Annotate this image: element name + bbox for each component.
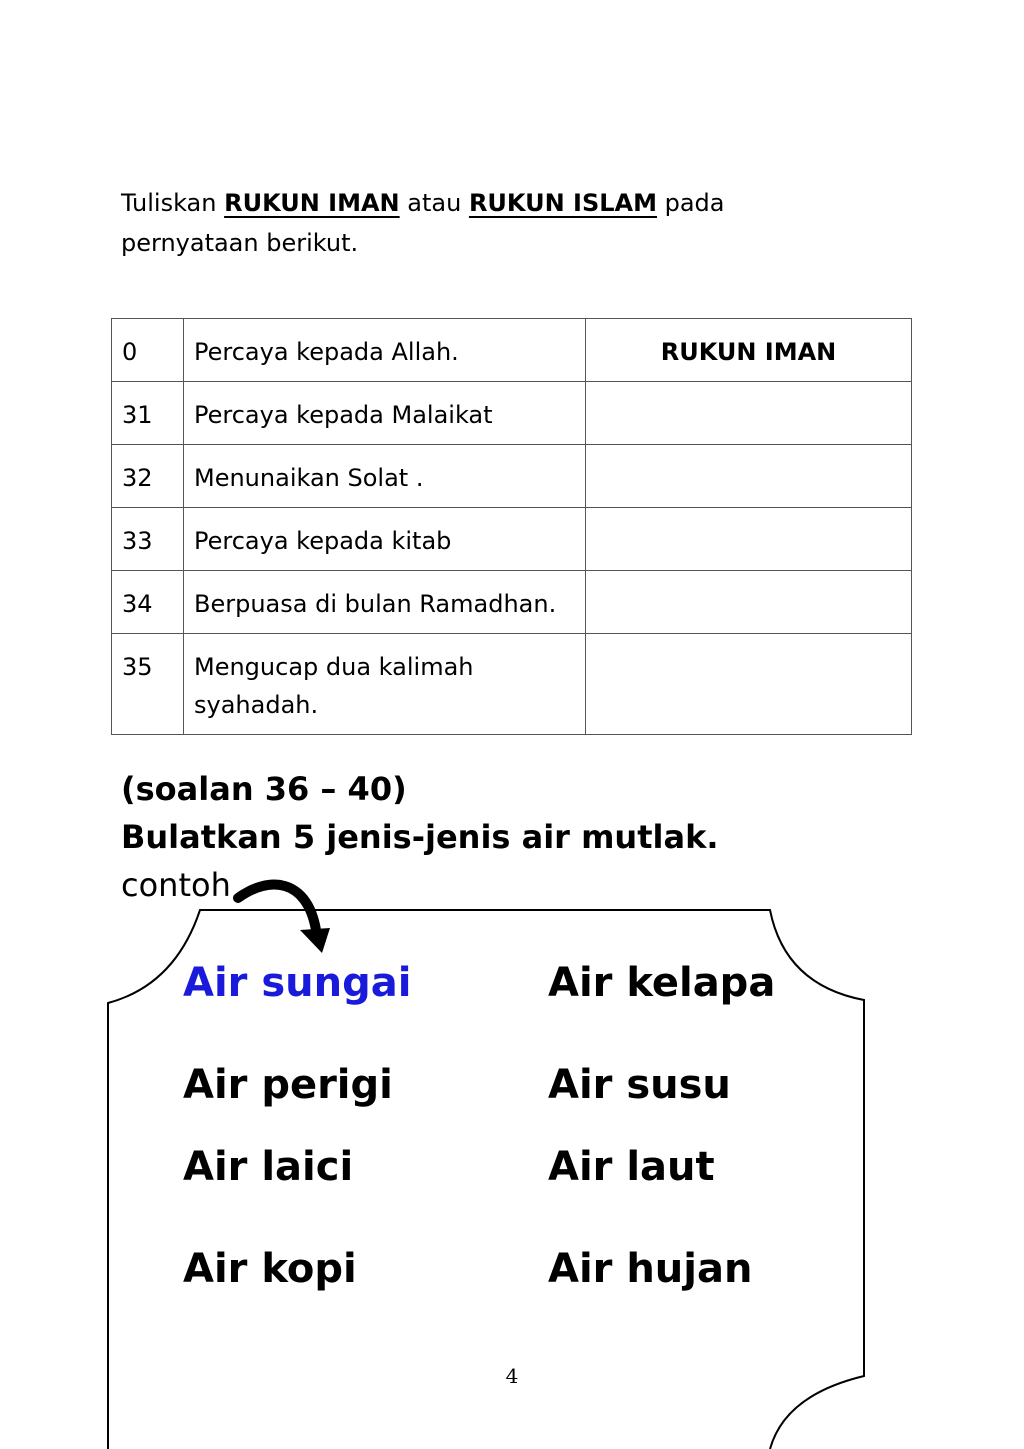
- row-number: 33: [112, 508, 184, 571]
- row-answer-cell[interactable]: RUKUN IMAN: [586, 319, 912, 382]
- row-number: 34: [112, 571, 184, 634]
- word-item[interactable]: Air kopi: [183, 1246, 357, 1292]
- row-number: 35: [112, 634, 184, 735]
- row-number: 32: [112, 445, 184, 508]
- word-item[interactable]: Air kelapa: [548, 960, 776, 1006]
- row-number: 0: [112, 319, 184, 382]
- question-instruction: Bulatkan 5 jenis-jenis air mutlak.: [121, 818, 719, 856]
- word-item[interactable]: Air hujan: [548, 1246, 753, 1292]
- word-item[interactable]: Air susu: [548, 1062, 731, 1108]
- row-statement: Berpuasa di bulan Ramadhan.: [184, 571, 586, 634]
- word-item[interactable]: Air laut: [548, 1144, 715, 1190]
- page-number: 4: [505, 1364, 519, 1388]
- row-statement: Percaya kepada kitab: [184, 508, 586, 571]
- word-example: Air sungai: [183, 960, 412, 1006]
- row-statement: Menunaikan Solat .: [184, 445, 586, 508]
- keyword-rukun-islam: RUKUN ISLAM: [468, 189, 657, 217]
- curved-arrow-icon: [238, 885, 330, 953]
- row-statement: Mengucap dua kalimah syahadah.: [184, 634, 586, 735]
- example-label: contoh: [121, 866, 231, 904]
- row-statement: Percaya kepada Allah.: [184, 319, 586, 382]
- instruction-part3: pada pernyataan berikut.: [121, 189, 725, 257]
- word-item[interactable]: Air perigi: [183, 1062, 393, 1108]
- word-item[interactable]: Air laici: [183, 1144, 354, 1190]
- instruction-part1: Tuliskan: [121, 189, 225, 217]
- keyword-rukun-iman: RUKUN IMAN: [224, 189, 400, 217]
- question-range-heading: (soalan 36 – 40): [121, 770, 407, 808]
- row-number: 31: [112, 382, 184, 445]
- instruction-part2: atau: [399, 189, 469, 217]
- row-statement: Percaya kepada Malaikat: [184, 382, 586, 445]
